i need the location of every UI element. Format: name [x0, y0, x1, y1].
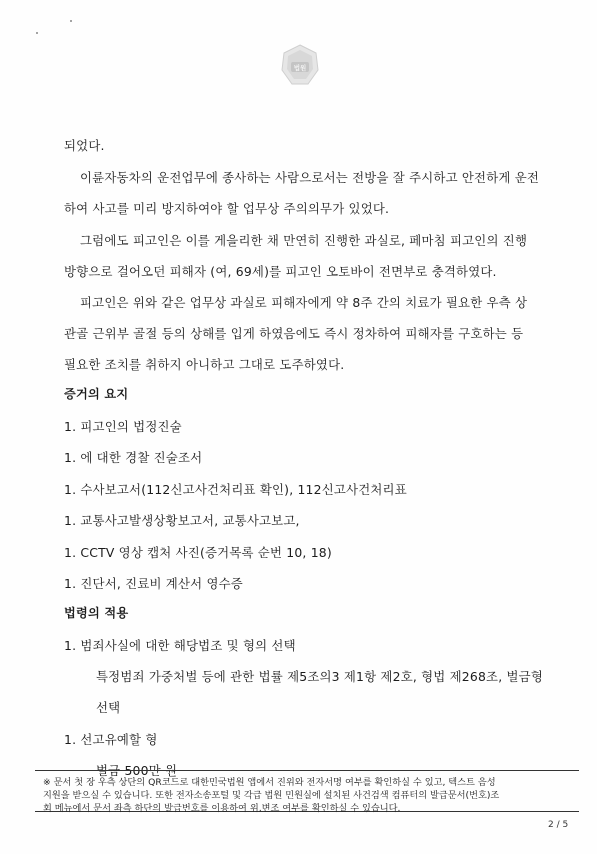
body-line: 이륜자동차의 운전업무에 종사하는 사람으로서는 전방을 잘 주시하고 안전하게 운전	[80, 170, 540, 185]
law-item-detail: 특정범죄 가중처벌 등에 관한 법률 제5조의3 제1항 제2호, 형법 제268조, 벌금형	[96, 669, 543, 684]
scan-speck	[36, 32, 38, 34]
law-item: 1. 범죄사실에 대한 해당법조 및 형의 선택	[64, 638, 296, 653]
law-item-detail: 벌금 500만 원	[96, 763, 178, 778]
body-line: 피고인은 위와 같은 업무상 과실로 피해자에게 약 8주 간의 치료가 필요한 우측 상	[80, 295, 528, 310]
page-number: 2 / 5	[548, 820, 569, 830]
court-seal-icon	[280, 44, 320, 88]
body-line: 하여 사고를 미리 방지하여야 할 업무상 주의의무가 있었다.	[64, 201, 390, 216]
body-line: 그럼에도 피고인은 이를 게을리한 채 만연히 진행한 과실로, 페마침 피고인의 진행	[80, 233, 528, 248]
verification-notice	[35, 770, 579, 812]
body-line: 관골 근위부 골절 등의 상해를 입게 하였음에도 즉시 정차하여 피해자를 구호하는 등	[64, 326, 524, 341]
evidence-item: 1. 에 대한 경찰 진술조서	[64, 450, 203, 465]
evidence-item: 1. 수사보고서(112신고사건처리표 확인), 112신고사건처리표	[64, 482, 407, 497]
notice-line: 회 메뉴에서 문서 좌측 하단의 발급번호를 이용하여 위,변조 여부를 확인하실 수 있습니다.	[43, 803, 401, 814]
evidence-item: 1. 피고인의 법정진술	[64, 419, 182, 434]
body-line: 되었다.	[64, 138, 105, 153]
evidence-item: 1. 진단서, 진료비 계산서 영수증	[64, 576, 243, 591]
law-item: 1. 선고유예할 형	[64, 732, 158, 747]
svg-text:법원: 법원	[293, 64, 307, 72]
evidence-item: 1. 교통사고발생상황보고서, 교통사고보고,	[64, 513, 300, 528]
body-line: 필요한 조치를 취하지 아니하고 그대로 도주하였다.	[64, 357, 345, 372]
law-item-detail: 선택	[96, 700, 121, 715]
section-heading-evidence: 증거의 요지	[64, 387, 129, 401]
section-heading-law: 법령의 적용	[64, 606, 129, 620]
scan-speck	[70, 20, 72, 22]
notice-line: 지원을 받으실 수 있습니다. 또한 전자소송포털 및 각급 법원 민원실에 설치된 사건검색 컴퓨터의 발급문서(번호)조	[43, 790, 500, 801]
evidence-item: 1. CCTV 영상 캡처 사진(증거목록 순번 10, 18)	[64, 545, 332, 560]
notice-line: ※ 문서 첫 장 우측 상단의 QR코드로 대한민국법원 앱에서 진위와 전자서명 여부를 확인하실 수 있고, 텍스트 음성	[43, 777, 496, 788]
body-line: 방향으로 걸어오던 피해자 (여, 69세)를 피고인 오토바이 전면부로 충격하였다.	[64, 264, 497, 279]
